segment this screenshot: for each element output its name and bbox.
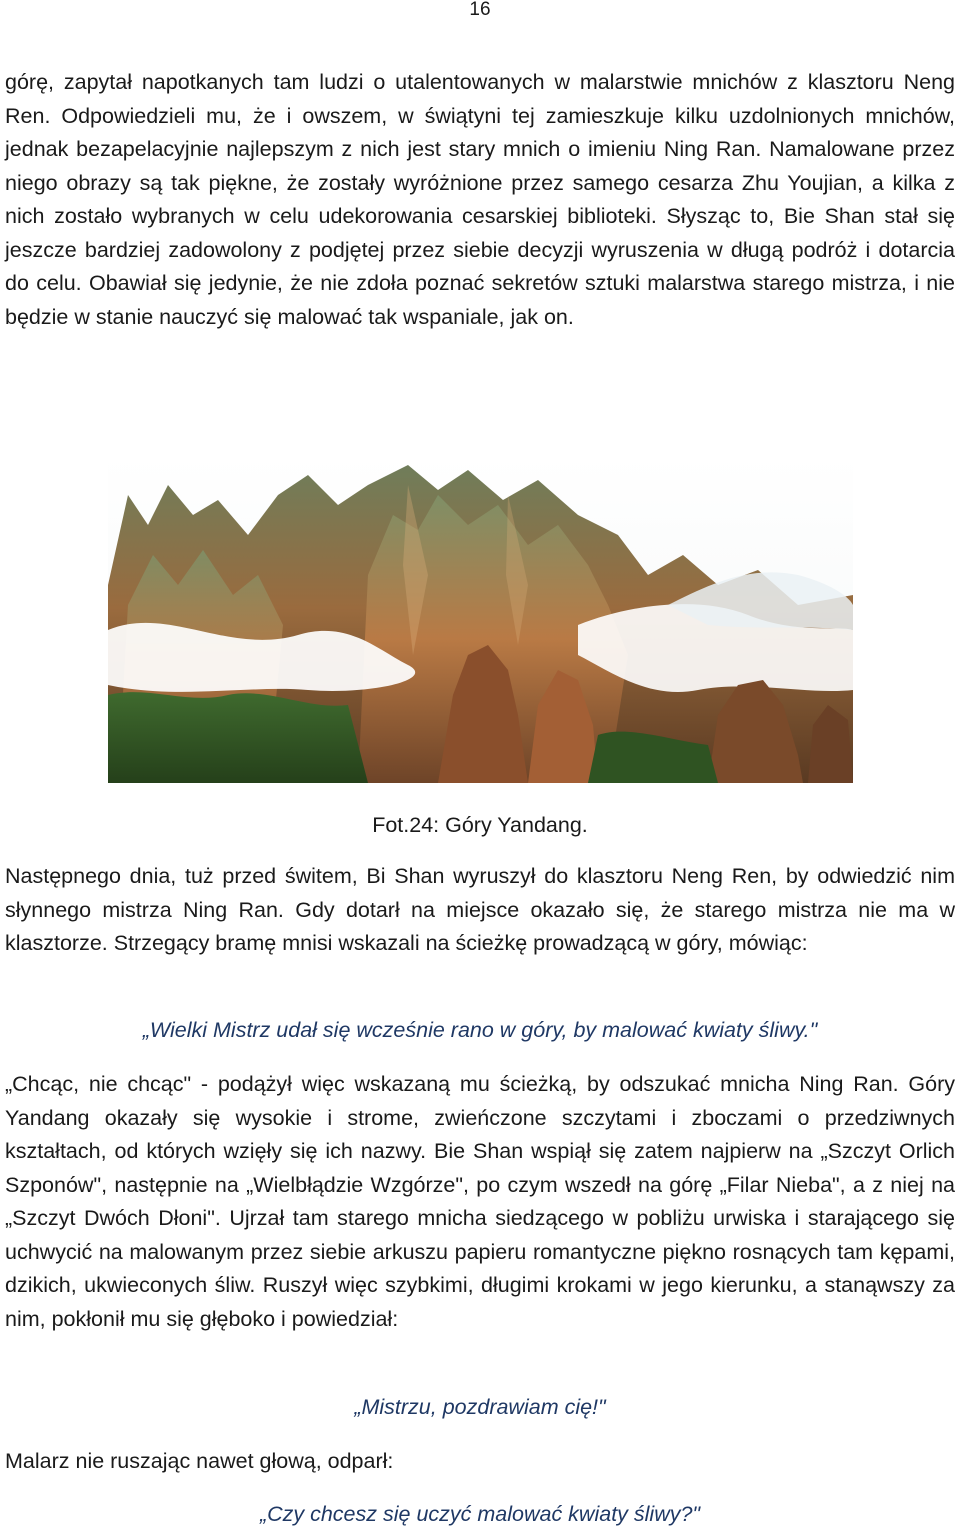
page-number: 16	[469, 0, 491, 20]
paragraph-1: górę, zapytał napotkanych tam ludzi o utalentowanych w malarstwie mnichów z klasztoru Neng Ren. Odpowiedzieli mu, że i owszem, w świątyni tej zamieszkuje kilku uzdolnionych mnichów, jednak bezapelacyjnie najlepszym z nich jest stary mnich o imieniu Ning Ran. Namalowane przez niego obrazy są tak piękne, że zostały wyróżnione przez samego cesarza Zhu Youjian, a kilka z nich zostało wybranych w celu udekorowania cesarskiej biblioteki. Słysząc to, Bie Shan stał się jeszcze bardziej zadowolony z podjętej przez siebie decyzji wyruszenia w długą podróż i dotarcia do celu. Obawiał się jedynie, że nie zdoła poznać sekretów sztuki malarstwa starego mistrza, i nie będzie w stanie nauczyć się malować tak wspaniale, jak on.	[5, 70, 955, 329]
quote-3: „Czy chcesz się uczyć malować kwiaty śliwy?"	[259, 1502, 701, 1526]
quote-2: „Mistrzu, pozdrawiam cię!"	[354, 1395, 606, 1419]
paragraph-4: Malarz nie ruszając nawet głową, odparł:	[5, 1449, 394, 1473]
paragraph-2: Następnego dnia, tuż przed świtem, Bi Shan wyruszył do klasztoru Neng Ren, by odwiedzić nim słynnego mistrza Ning Ran. Gdy dotarł na miejsce okazało się, że starego mistrza nie ma w klasztorze. Strzegący bramę mnisi wskazali na ścieżkę prowadzącą w góry, mówiąc:	[5, 864, 955, 955]
paragraph-3: „Chcąc, nie chcąc" - podążył więc wskazaną mu ścieżką, by odszukać mnicha Ning Ran. Góry Yandang okazały się wysokie i strome, zwieńczone szczytami i zboczami o przedziwnych kształtach, od których wzięły się ich nazwy. Bie Shan wspiął się zatem najpierw na „Szczyt Orlich Szponów", następnie na „Wielbłądzie Wzgórze", po czym wszedł na górę „Filar Nieba", a z niej na „Szczyt Dwóch Dłoni". Ujrzał tam starego mnicha siedzącego w pobliżu urwiska i starającego się uchwycić na malowanym przez siebie arkuszu papieru romantyczne piękno rosnących tam kępami, dzikich, ukwieconych śliw. Ruszył więc szybkimi, długimi krokami w jego kierunku, a stanąwszy za nim, pokłonił mu się głęboko i powiedział:	[5, 1072, 955, 1331]
mountains-photo	[108, 455, 853, 783]
figure-caption: Fot.24: Góry Yandang.	[372, 813, 588, 837]
quote-1: „Wielki Mistrz udał się wcześnie rano w góry, by malować kwiaty śliwy."	[142, 1018, 818, 1042]
